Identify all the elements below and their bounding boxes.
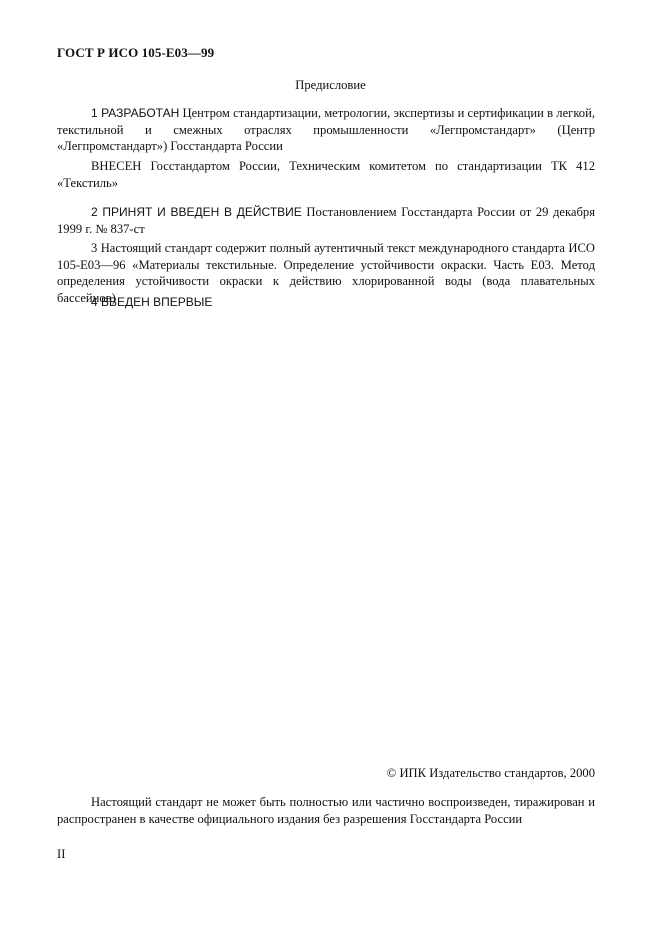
copyright-line: © ИПК Издательство стандартов, 2000 — [386, 766, 595, 780]
paragraph-lead: 1 РАЗРАБОТАН — [91, 106, 180, 120]
paragraph-developed-by — [57, 105, 595, 155]
paragraph-introduced-by: ВНЕСЕН Госстандартом России, Техническим комитетом по стандартизации ТК 412 «Текстиль» — [57, 159, 595, 190]
paragraph-lead: 4 ВВЕДЕН ВПЕРВЫЕ — [91, 295, 213, 309]
section-title: Предисловие — [295, 78, 366, 92]
paragraph-lead: 2 ПРИНЯТ И ВВЕДЕН В ДЕЙСТВИЕ — [91, 205, 302, 219]
reproduction-notice: Настоящий стандарт не может быть полностью или частично воспроизведен, тиражирован и распространен в качестве официального издания без разрешения Госстандарта России — [57, 795, 595, 826]
paragraph-authentic-text: 3 Настоящий стандарт содержит полный аутентичный текст международного стандарта ИСО 105-Е03—96 «Материалы текстильные. Определение устойчивости окраски. Часть Е03. Метод определения устойчивости окраски к действию хлорированной воды (вода плавательных бассейнов) — [57, 241, 595, 305]
paragraph-adopted — [57, 204, 595, 237]
paragraph-first-introduced — [57, 294, 595, 311]
document-code-header: ГОСТ Р ИСО 105-Е03—99 — [57, 45, 215, 60]
paragraph-text: Постановлением Госстандарта России от 29 декабря 1999 г. № 837-ст — [57, 205, 596, 236]
page-number: II — [57, 847, 66, 861]
paragraph-text: Центром стандартизации, метрологии, экспертизы и сертификации в легкой, текстильной и смежных отраслях промышленности «Легпромстандарт» (Центр «Легпромстандарт») Госстандарта России — [57, 106, 595, 153]
